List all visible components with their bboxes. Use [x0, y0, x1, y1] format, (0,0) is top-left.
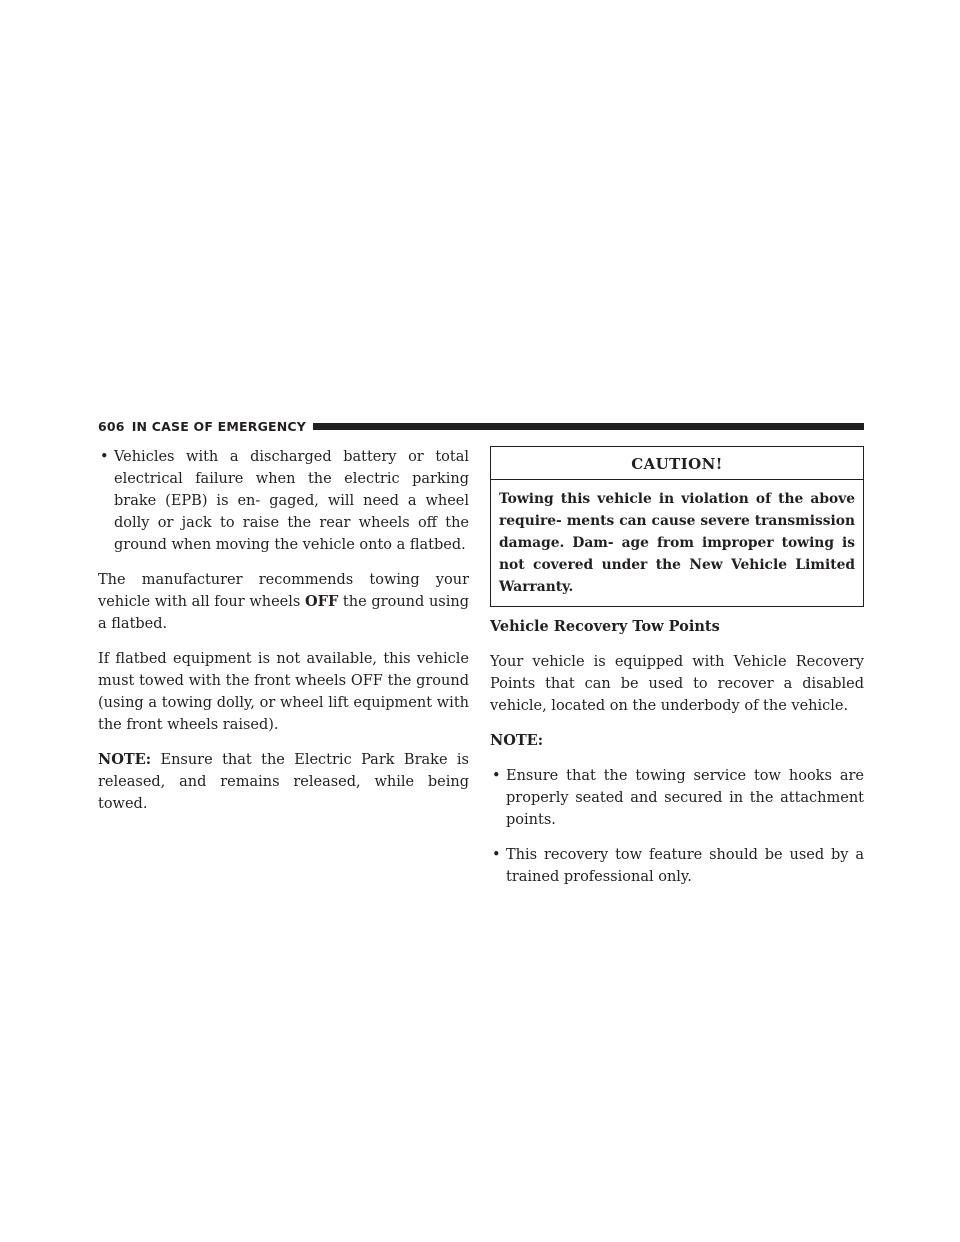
off-emphasis: OFF	[305, 593, 339, 610]
page-header	[98, 416, 864, 436]
paragraph-flatbed-alternative: If flatbed equipment is not available, this vehicle must towed with the front wheels OFF the ground (using a towing dolly, or wheel lift equipment with the front wheels raised).	[98, 651, 469, 733]
section-title: IN CASE OF EMERGENCY	[131, 418, 307, 434]
bullet-text: This recovery tow feature should be used by a trained professional only.	[506, 847, 864, 885]
header-rule	[313, 423, 864, 430]
caution-box	[490, 446, 864, 607]
list-item	[490, 844, 864, 888]
list-item	[98, 446, 469, 556]
bullet-text: Ensure that the towing service tow hooks are properly seated and secured in the attachment points.	[506, 768, 864, 828]
subheading-recovery-tow-points: Vehicle Recovery Tow Points	[490, 618, 720, 635]
right-column	[490, 446, 864, 901]
paragraph-towing-recommendation: The manufacturer recommends towing your vehicle with all four wheels OFF the ground using a flatbed.	[98, 572, 469, 632]
bullet-icon: •	[492, 847, 501, 863]
bullet-icon: •	[100, 449, 109, 465]
paragraph-recovery-points: Your vehicle is equipped with Vehicle Recovery Points that can be used to recover a disabled vehicle, located on the underbody of the vehicle.	[490, 654, 864, 714]
left-column	[98, 446, 469, 828]
note-text: Ensure that the Electric Park Brake is released, and remains released, while being towed.	[98, 752, 469, 812]
note-paragraph	[98, 749, 469, 815]
page-number: 606	[98, 418, 125, 434]
caution-title: CAUTION!	[491, 447, 863, 480]
note-label: NOTE:	[98, 751, 152, 768]
bullet-text: Vehicles with a discharged battery or total electrical failure when the electric parking brake (EPB) is en- gaged, will need a wheel dolly or jack to raise the rear wheels off the ground when moving the vehicle onto a flatbed.	[114, 449, 469, 553]
bullet-icon: •	[492, 768, 501, 784]
list-item	[490, 765, 864, 831]
note-label: NOTE:	[490, 732, 544, 749]
caution-text: Towing this vehicle in violation of the above require- ments can cause severe transmission damage. Dam- age from improper towing is not covered under the New Vehicle Limited Warranty.	[499, 491, 855, 595]
